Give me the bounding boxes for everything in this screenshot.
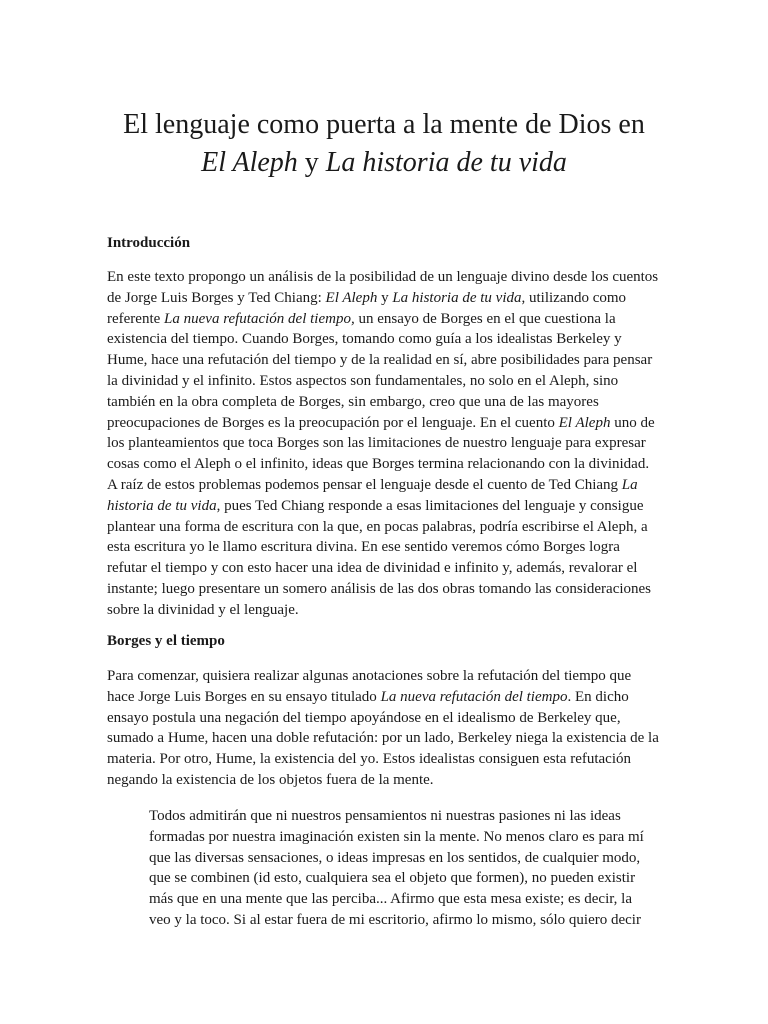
quote-line: Todos admitirán que ni nuestros pensamientos ni nuestras pasiones ni las ideas <box>149 808 621 824</box>
text-run: también en la obra completa de Borges, sin embargo, creo que una de las mayores <box>107 393 599 410</box>
text-line <box>107 267 667 288</box>
text-line <box>107 496 667 517</box>
text-run: uno de <box>610 414 655 431</box>
text-run: preocupaciones de Borges es la preocupación por el lenguaje. En el cuento <box>107 414 559 431</box>
italic-title-run: La historia de tu vida <box>392 289 522 306</box>
quote-line: que se combinen (id esto, cualquiera sea el objeto que formen), no pueden existir <box>149 870 636 887</box>
title-conjunction: y <box>297 147 326 178</box>
borges-paragraph <box>107 666 667 791</box>
text-line <box>107 666 667 687</box>
text-line <box>107 350 667 371</box>
text-line <box>107 579 667 600</box>
text-run: materia. Por otro, Hume, la existencia del yo. Estos idealistas consiguen esta refutación <box>107 751 632 768</box>
text-run: esta escritura yo le llamo escritura divina. En ese sentido veremos cómo Borges logra <box>107 539 620 556</box>
italic-title-run: La <box>621 476 638 493</box>
title-work-aleph: El Aleph <box>201 147 298 178</box>
text-line <box>107 454 667 475</box>
text-line <box>107 413 667 434</box>
text-line <box>107 558 667 579</box>
text-run: instante; luego presentare un somero análisis de las dos obras tomando las consideraciones <box>107 580 652 597</box>
text-line <box>107 708 667 729</box>
text-line <box>107 517 667 538</box>
text-line <box>107 537 667 558</box>
quote-line: más que en una mente que las perciba... Afirmo que esta mesa existe; es decir, la <box>149 891 632 908</box>
text-run: Para comenzar, quisiera realizar algunas anotaciones sobre la refutación del tiempo que <box>107 668 632 684</box>
title-line-1: El lenguaje como puerta a la mente de Dios en <box>123 109 645 140</box>
text-run: ensayo postula una negación del tiempo apoyándose en el idealismo de Berkeley que, <box>107 709 621 726</box>
text-run: . En dicho <box>567 688 629 705</box>
section-heading-borges-tiempo: Borges y el tiempo <box>107 633 225 649</box>
text-line <box>107 392 667 413</box>
text-run: y <box>377 289 393 306</box>
quote-line: formadas por nuestra imaginación existen sin la mente. No menos claro es para mí <box>149 828 644 845</box>
text-run: sumado a Hume, hacen una doble refutación: por un lado, Berkeley niega la existencia de la <box>107 730 659 747</box>
text-run: de Jorge Luis Borges y Ted Chiang: <box>107 289 326 306</box>
text-line <box>107 600 667 621</box>
title-work-historia: La historia de tu vida <box>325 147 567 178</box>
text-run: hace Jorge Luis Borges en su ensayo titulado <box>107 688 381 705</box>
text-run: sobre la divinidad y el lenguaje. <box>107 601 299 618</box>
text-line <box>107 309 667 330</box>
intro-paragraph <box>107 267 667 621</box>
text-run: En este texto propongo un análisis de la posibilidad de un lenguaje divino desde los cuentos <box>107 269 659 285</box>
section-heading-introduccion: Introducción <box>107 235 191 251</box>
text-run: negando la existencia de los objetos fuera de la mente. <box>107 771 434 788</box>
document-title <box>40 106 728 182</box>
text-run: Hume, hace una refutación del tiempo y de la realidad en sí, abre posibilidades para pensar <box>107 352 653 369</box>
text-line <box>107 749 667 770</box>
quote-line: que las diversas sensaciones, o ideas impresas en los sentidos, de cualquier modo, <box>149 849 641 866</box>
block-quote <box>149 806 669 931</box>
text-run: la divinidad y el infinito. Estos aspectos son fundamentales, no solo en el Aleph, sino <box>107 372 619 389</box>
text-run: cosas como el Aleph o el infinito, ideas que Borges termina relacionando con la divinidad. <box>107 456 650 473</box>
italic-title-run: La nueva refutación del tiempo <box>380 688 568 705</box>
text-line <box>107 770 667 791</box>
text-line <box>107 371 667 392</box>
italic-title-run: La nueva refutación del tiempo, <box>164 310 355 327</box>
quote-line: veo y la toco. Si al estar fuera de mi escritorio, afirmo lo mismo, sólo quiero decir <box>149 911 641 928</box>
text-line <box>107 687 667 708</box>
text-line <box>107 475 667 496</box>
text-run: plantear una forma de escritura con la que, en pocas palabras, podría escribirse el Aleph, a <box>107 518 648 535</box>
text-run: un ensayo de Borges en el que cuestiona la <box>354 310 616 327</box>
text-line <box>107 288 667 309</box>
text-run: referente <box>107 310 165 327</box>
text-run: , pues Ted Chiang responde a esas limitaciones del lenguaje y consigue <box>216 497 644 514</box>
text-run: refutar el tiempo y con esto hacer una idea de divinidad e infinito y, además, revalorar el <box>107 560 638 577</box>
text-run: los planteamientos que toca Borges son las limitaciones de nuestro lenguaje para expresar <box>107 435 646 452</box>
text-line <box>107 728 667 749</box>
text-line <box>107 433 667 454</box>
text-run: existencia del tiempo. Cuando Borges, tomando como guía a los idealistas Berkeley y <box>107 331 622 348</box>
text-line <box>107 329 667 350</box>
title-line-2 <box>40 144 728 182</box>
italic-title-run: El Aleph <box>558 414 611 431</box>
text-run: , utilizando como <box>521 289 627 306</box>
italic-title-run: El Aleph <box>325 289 378 306</box>
text-run: A raíz de estos problemas podemos pensar el lenguaje desde el cuento de Ted Chiang <box>107 476 622 493</box>
italic-title-run: historia de tu vida <box>107 497 217 514</box>
